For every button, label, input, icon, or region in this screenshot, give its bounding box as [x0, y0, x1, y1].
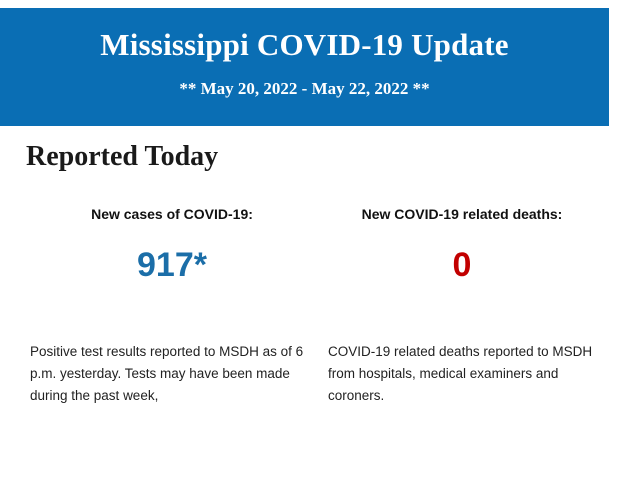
- stat-new-deaths-note: COVID-19 related deaths reported to MSDH from hospitals, medical examiners and coroners.: [328, 344, 593, 403]
- stat-new-cases-value: 917*: [137, 246, 207, 284]
- stat-new-cases-note: Positive test results reported to MSDH as of 6 p.m. yesterday. Tests may have been made during the past week,: [30, 344, 304, 403]
- stat-new-cases: [22, 205, 322, 407]
- section-heading-reported-today: Reported Today: [26, 141, 219, 172]
- stat-new-deaths-label: New COVID-19 related deaths:: [361, 206, 563, 222]
- stat-new-deaths-value: 0: [452, 246, 472, 284]
- header-banner: [0, 8, 609, 126]
- stats-row: [22, 205, 602, 407]
- stat-new-cases-label: New cases of COVID-19:: [91, 206, 253, 222]
- date-range-subtitle: ** May 20, 2022 - May 22, 2022 **: [179, 79, 430, 98]
- stat-new-deaths: [322, 205, 602, 407]
- page-title: Mississippi COVID-19 Update: [100, 27, 509, 62]
